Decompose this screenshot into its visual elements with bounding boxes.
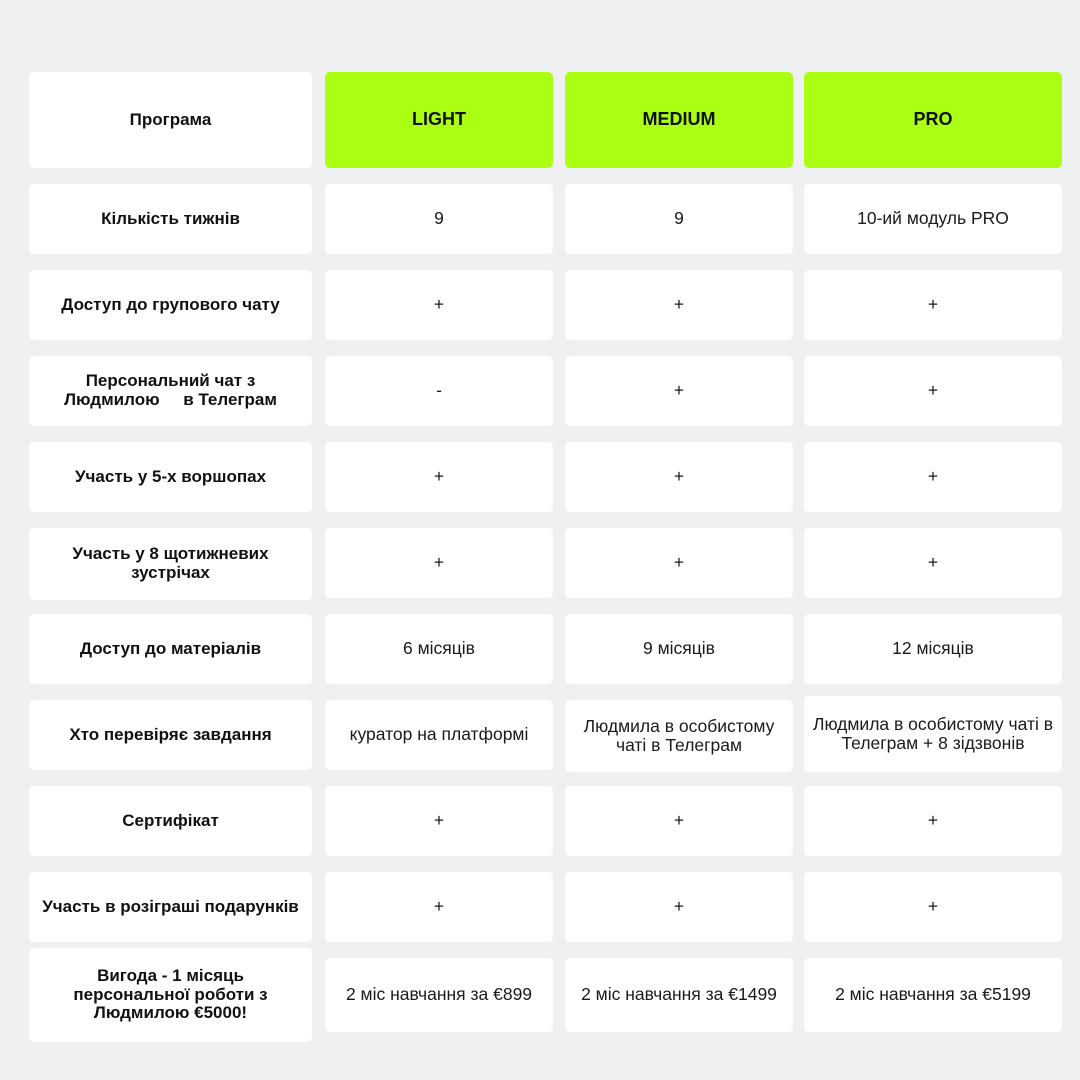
cell-medium-workshops: + (565, 442, 793, 512)
cell-medium-benefit: 2 міс навчання за €1499 (565, 958, 793, 1032)
row-label-personal-chat: Персональний чат з Людмилою в Телеграм (29, 356, 312, 426)
cell-pro-personal-chat: + (804, 356, 1062, 426)
cell-pro-weeks: 10-ий модуль PRO (804, 184, 1062, 254)
cell-light-giveaway: + (325, 872, 553, 942)
cell-pro-materials: 12 місяців (804, 614, 1062, 684)
cell-pro-certificate: + (804, 786, 1062, 856)
plan-header-medium: MEDIUM (565, 72, 793, 168)
cell-light-group-chat: + (325, 270, 553, 340)
cell-medium-weekly-meetings: + (565, 528, 793, 598)
row-label-giveaway: Участь в розіграші подарунків (29, 872, 312, 942)
cell-medium-materials: 9 місяців (565, 614, 793, 684)
plan-header-light: LIGHT (325, 72, 553, 168)
cell-light-certificate: + (325, 786, 553, 856)
cell-medium-task-check: Людмила в особистому чаті в Телеграм (565, 700, 793, 772)
row-label-materials: Доступ до матеріалів (29, 614, 312, 684)
cell-light-weekly-meetings: + (325, 528, 553, 598)
cell-light-task-check: куратор на платформі (325, 700, 553, 770)
row-label-benefit: Вигода - 1 місяць персональної роботи з Людмилою €5000! (29, 948, 312, 1042)
cell-medium-group-chat: + (565, 270, 793, 340)
row-label-task-check: Хто перевіряє завдання (29, 700, 312, 770)
row-label-weeks: Кількість тижнів (29, 184, 312, 254)
cell-light-workshops: + (325, 442, 553, 512)
row-label-weekly-meetings: Участь у 8 щотижневих зустрічах (29, 528, 312, 600)
cell-pro-workshops: + (804, 442, 1062, 512)
cell-medium-weeks: 9 (565, 184, 793, 254)
cell-light-personal-chat: - (325, 356, 553, 426)
cell-light-materials: 6 місяців (325, 614, 553, 684)
cell-pro-task-check: Людмила в особистому чаті в Телеграм + 8 зідзвонів (804, 696, 1062, 772)
cell-pro-giveaway: + (804, 872, 1062, 942)
row-label-certificate: Сертифікат (29, 786, 312, 856)
row-label-group-chat: Доступ до групового чату (29, 270, 312, 340)
cell-light-benefit: 2 міс навчання за €899 (325, 958, 553, 1032)
row-label-workshops: Участь у 5-х воршопах (29, 442, 312, 512)
cell-light-weeks: 9 (325, 184, 553, 254)
cell-medium-giveaway: + (565, 872, 793, 942)
cell-medium-personal-chat: + (565, 356, 793, 426)
cell-pro-group-chat: + (804, 270, 1062, 340)
cell-pro-benefit: 2 міс навчання за €5199 (804, 958, 1062, 1032)
plan-header-pro: PRO (804, 72, 1062, 168)
header-program-label: Програма (29, 72, 312, 168)
cell-pro-weekly-meetings: + (804, 528, 1062, 598)
cell-medium-certificate: + (565, 786, 793, 856)
